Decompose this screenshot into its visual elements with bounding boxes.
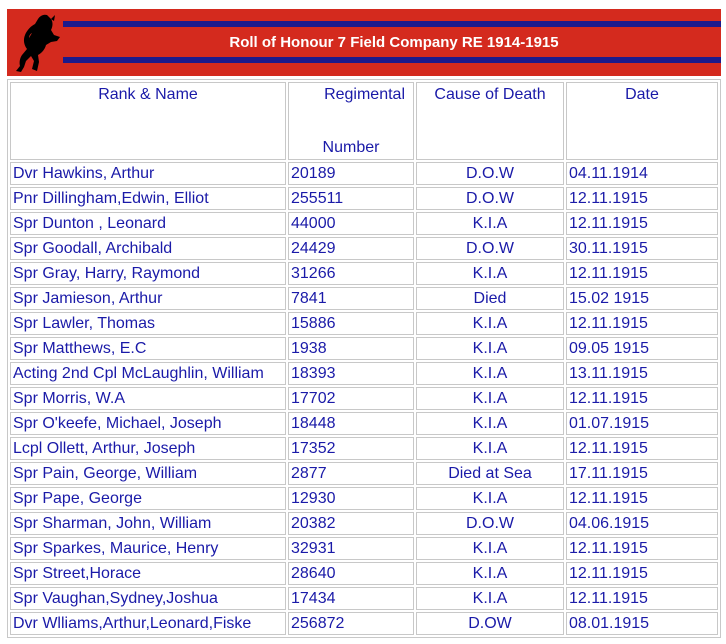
table-row xyxy=(10,512,718,535)
cell-number: 15886 xyxy=(288,312,414,335)
cell-name: Spr O'keefe, Michael, Joseph xyxy=(10,412,286,435)
table-row xyxy=(10,587,718,610)
roll-of-honour-table xyxy=(7,79,721,638)
table-row xyxy=(10,237,718,260)
cell-name: Spr Pain, George, William xyxy=(10,462,286,485)
table-row xyxy=(10,412,718,435)
cell-number: 17702 xyxy=(288,387,414,410)
cell-date: 15.02 1915 xyxy=(566,287,718,310)
cell-name: Dvr Hawkins, Arthur xyxy=(10,162,286,185)
header-regimental-line1: Regimental xyxy=(324,86,405,103)
cell-number: 20189 xyxy=(288,162,414,185)
table-row xyxy=(10,612,718,635)
cell-name: Pnr Dillingham,Edwin, Elliot xyxy=(10,187,286,210)
table-row xyxy=(10,262,718,285)
cell-date: 12.11.1915 xyxy=(566,587,718,610)
cell-date: 12.11.1915 xyxy=(566,312,718,335)
cell-cause: K.I.A xyxy=(416,387,564,410)
table-row xyxy=(10,362,718,385)
cell-name: Spr Sharman, John, William xyxy=(10,512,286,535)
cell-number: 20382 xyxy=(288,512,414,535)
cell-cause: D.O.W xyxy=(416,237,564,260)
table-row xyxy=(10,437,718,460)
cell-date: 09.05 1915 xyxy=(566,337,718,360)
cell-name: Spr Jamieson, Arthur xyxy=(10,287,286,310)
cell-cause: K.I.A xyxy=(416,337,564,360)
cell-cause: K.I.A xyxy=(416,362,564,385)
table-row xyxy=(10,312,718,335)
cell-name: Spr Vaughan,Sydney,Joshua xyxy=(10,587,286,610)
cell-number: 44000 xyxy=(288,212,414,235)
rearing-horse-icon xyxy=(7,11,63,75)
page-title: Roll of Honour 7 Field Company RE 1914-1915 xyxy=(229,34,559,51)
cell-cause: K.I.A xyxy=(416,312,564,335)
table-row xyxy=(10,562,718,585)
cell-name: Spr Street,Horace xyxy=(10,562,286,585)
cell-cause: K.I.A xyxy=(416,487,564,510)
cell-cause: Died at Sea xyxy=(416,462,564,485)
cell-number: 31266 xyxy=(288,262,414,285)
cell-date: 12.11.1915 xyxy=(566,262,718,285)
cell-cause: D.O.W xyxy=(416,187,564,210)
cell-date: 12.11.1915 xyxy=(566,187,718,210)
header-regimental-number xyxy=(288,82,414,160)
header-rank-name: Rank & Name xyxy=(10,82,286,160)
table-row xyxy=(10,462,718,485)
table-row xyxy=(10,287,718,310)
header-date: Date xyxy=(566,82,718,160)
roll-of-honour-banner xyxy=(7,9,721,76)
cell-cause: K.I.A xyxy=(416,587,564,610)
cell-cause: K.I.A xyxy=(416,412,564,435)
cell-date: 04.11.1914 xyxy=(566,162,718,185)
cell-number: 1938 xyxy=(288,337,414,360)
cell-date: 13.11.1915 xyxy=(566,362,718,385)
cell-date: 04.06.1915 xyxy=(566,512,718,535)
table-row xyxy=(10,387,718,410)
cell-cause: D.O.W xyxy=(416,162,564,185)
cell-date: 30.11.1915 xyxy=(566,237,718,260)
cell-date: 12.11.1915 xyxy=(566,487,718,510)
cell-name: Spr Goodall, Archibald xyxy=(10,237,286,260)
cell-cause: K.I.A xyxy=(416,562,564,585)
cell-number: 12930 xyxy=(288,487,414,510)
cell-cause: K.I.A xyxy=(416,262,564,285)
cell-number: 28640 xyxy=(288,562,414,585)
cell-name: Spr Lawler, Thomas xyxy=(10,312,286,335)
cell-name: Spr Sparkes, Maurice, Henry xyxy=(10,537,286,560)
cell-cause: K.I.A xyxy=(416,212,564,235)
cell-name: Dvr Wlliams,Arthur,Leonard,Fiske xyxy=(10,612,286,635)
cell-number: 32931 xyxy=(288,537,414,560)
cell-number: 18448 xyxy=(288,412,414,435)
table-row xyxy=(10,487,718,510)
cell-number: 255511 xyxy=(288,187,414,210)
cell-date: 12.11.1915 xyxy=(566,387,718,410)
cell-cause: Died xyxy=(416,287,564,310)
cell-date: 01.07.1915 xyxy=(566,412,718,435)
cell-name: Lcpl Ollett, Arthur, Joseph xyxy=(10,437,286,460)
table-row xyxy=(10,187,718,210)
table-row xyxy=(10,162,718,185)
cell-number: 256872 xyxy=(288,612,414,635)
cell-cause: K.I.A xyxy=(416,437,564,460)
banner-stripe-bottom xyxy=(7,57,721,63)
table-header-row xyxy=(10,82,718,160)
cell-date: 12.11.1915 xyxy=(566,562,718,585)
roll-body xyxy=(10,162,718,635)
cell-name: Spr Gray, Harry, Raymond xyxy=(10,262,286,285)
cell-date: 08.01.1915 xyxy=(566,612,718,635)
header-cause-of-death: Cause of Death xyxy=(416,82,564,160)
cell-date: 12.11.1915 xyxy=(566,437,718,460)
cell-name: Acting 2nd Cpl McLaughlin, William xyxy=(10,362,286,385)
cell-cause: K.I.A xyxy=(416,537,564,560)
cell-cause: D.O.W xyxy=(416,512,564,535)
cell-cause: D.OW xyxy=(416,612,564,635)
cell-name: Spr Pape, George xyxy=(10,487,286,510)
table-row xyxy=(10,212,718,235)
cell-date: 12.11.1915 xyxy=(566,212,718,235)
cell-number: 24429 xyxy=(288,237,414,260)
cell-number: 7841 xyxy=(288,287,414,310)
regiment-logo xyxy=(7,9,63,76)
cell-name: Spr Dunton , Leonard xyxy=(10,212,286,235)
banner-stripe-top xyxy=(7,21,721,27)
cell-date: 17.11.1915 xyxy=(566,462,718,485)
cell-date: 12.11.1915 xyxy=(566,537,718,560)
table-row xyxy=(10,537,718,560)
header-regimental-line2: Number xyxy=(322,139,380,156)
cell-number: 2877 xyxy=(288,462,414,485)
cell-name: Spr Matthews, E.C xyxy=(10,337,286,360)
cell-name: Spr Morris, W.A xyxy=(10,387,286,410)
cell-number: 18393 xyxy=(288,362,414,385)
table-row xyxy=(10,337,718,360)
cell-number: 17434 xyxy=(288,587,414,610)
cell-number: 17352 xyxy=(288,437,414,460)
